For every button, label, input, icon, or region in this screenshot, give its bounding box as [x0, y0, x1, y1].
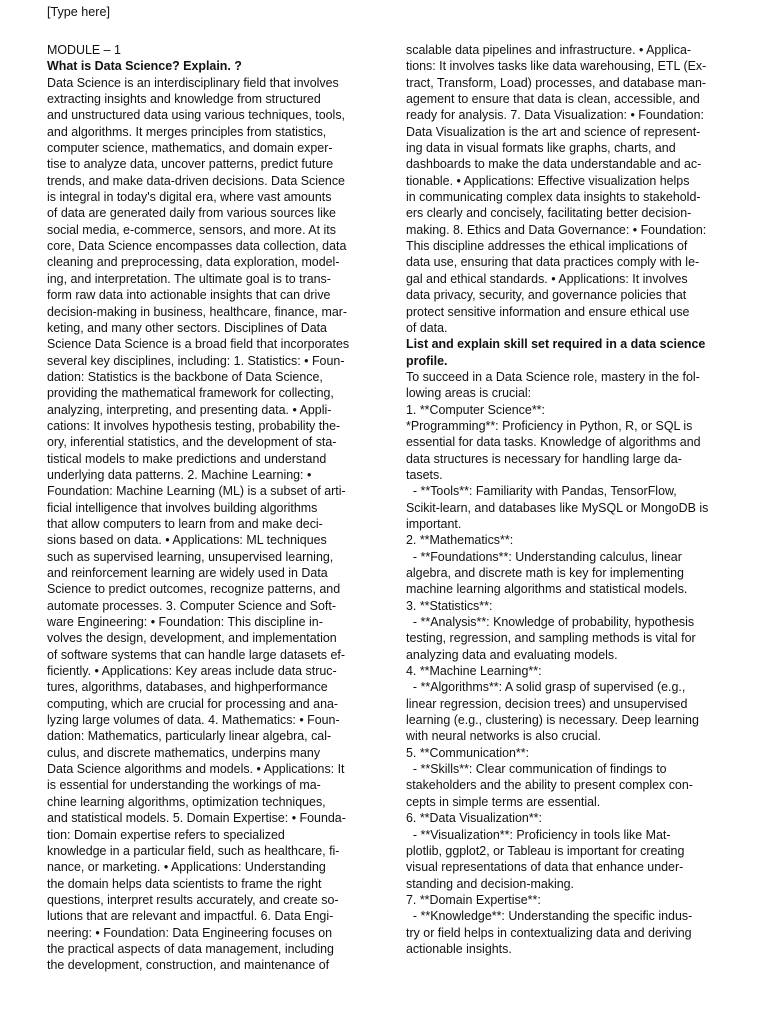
body-text-line: - **Foundations**: Understanding calculus, linear	[406, 549, 682, 564]
body-text-line: lyzing large volumes of data. 4. Mathematics: • Foun-	[47, 713, 340, 728]
body-text-line: machine learning algorithms and statistical models.	[406, 582, 688, 597]
body-text-line: tasets.	[406, 467, 443, 482]
body-text-line: lutions that are relevant and impactful. 6. Data Engi-	[47, 909, 334, 924]
body-text-line: in communicating complex data insights to stakehold-	[406, 190, 701, 205]
body-text-line: data privacy, security, and governance policies that	[406, 288, 687, 303]
body-text-line: nance, or marketing. • Applications: Understanding	[47, 860, 326, 875]
body-text-line: essential for data tasks. Knowledge of algorithms and	[406, 435, 701, 450]
body-text-line: dation: Statistics is the backbone of Data Science,	[47, 369, 323, 384]
body-text-line: standing and decision-making.	[406, 876, 575, 891]
body-text-line: agement to ensure that data is clean, accessible, and	[406, 92, 700, 107]
body-text-line: and reinforcement learning are widely used in Data	[47, 566, 328, 580]
body-text-line: dashboards to make the data understandable and ac-	[406, 157, 702, 172]
body-text-line: analyzing data and evaluating models.	[406, 647, 618, 662]
body-text-line: social media, e-commerce, sensors, and more. At its	[47, 222, 336, 237]
body-text-line: culus, and discrete mathematics, underpins many	[47, 745, 321, 760]
body-text-line: providing the mathematical framework for collecting,	[47, 386, 334, 401]
section-heading-line: List and explain skill set required in a data science	[406, 337, 706, 352]
body-text-line: computer science, mathematics, and domain exper-	[47, 141, 333, 156]
body-text-line: ing data in visual formats like graphs, charts, and	[406, 141, 676, 156]
body-text-line: of data are generated daily from various sources like	[47, 206, 336, 221]
body-text-line: - **Analysis**: Knowledge of probability, hypothesis	[406, 615, 695, 630]
body-text-line: data use, ensuring that data practices comply with le-	[406, 255, 700, 270]
body-text-line: testing, regression, and sampling methods is vital for	[406, 631, 696, 646]
body-text-line: 5. **Communication**:	[406, 745, 530, 760]
body-text-line: ware Engineering: • Foundation: This discipline in-	[47, 615, 323, 630]
body-text-line: ing, and interpretation. The ultimate goal is to trans-	[47, 271, 331, 286]
body-text-line: ory, inferential statistics, and the development of sta-	[47, 435, 337, 450]
body-text-line: 7. **Domain Expertise**:	[406, 892, 541, 907]
body-text-line: and unstructured data using various techniques, tools,	[47, 108, 345, 123]
body-text-line: and statistical models. 5. Domain Expertise: • Founda-	[47, 811, 346, 826]
body-text-line: form raw data into actionable insights that can drive	[47, 288, 331, 303]
body-text-line: 2. **Mathematics**:	[406, 533, 514, 548]
body-text-line: of software systems that can handle large datasets ef-	[47, 647, 345, 662]
body-text-line: automate processes. 3. Computer Science and Soft-	[47, 598, 336, 613]
body-text-line: try or field helps in contextualizing data and deriving	[406, 925, 692, 940]
body-text-line: protect sensitive information and ensure ethical use	[406, 304, 690, 319]
body-text-line: analyzing, interpreting, and presenting data. • Appli-	[47, 402, 332, 417]
body-text-line: making. 8. Ethics and Data Governance: • Foundation:	[406, 222, 707, 237]
body-text-line: Scikit-learn, and databases like MySQL or MongoDB is	[406, 500, 709, 515]
body-text-line: 6. **Data Visualization**:	[406, 811, 542, 826]
body-text-line: learning (e.g., clustering) is necessary. Deep learning	[406, 713, 699, 728]
left-text-column	[47, 42, 365, 974]
body-text-line: Data Visualization is the art and science of represent-	[406, 124, 701, 139]
body-text-line: stakeholders and the ability to present complex con-	[406, 778, 693, 793]
body-text-line: algebra, and discrete math is key for implementing	[406, 566, 684, 580]
body-text-line: Science to predict outcomes, recognize patterns, and	[47, 582, 341, 597]
body-text-line: knowledge in a particular field, such as healthcare, fi-	[47, 843, 340, 858]
body-text-line: the practical aspects of data management, including	[47, 941, 334, 956]
body-text-line: tures, algorithms, databases, and highperformance	[47, 680, 328, 695]
body-text-line: several key disciplines, including: 1. Statistics: • Foun-	[47, 353, 345, 368]
body-text-line: questions, interpret results accurately, and create so-	[47, 892, 339, 907]
body-text-line: chine learning algorithms, optimization techniques,	[47, 794, 326, 809]
body-text-line: neering: • Foundation: Data Engineering focuses on	[47, 925, 333, 940]
body-text-line: Foundation: Machine Learning (ML) is a subset of arti-	[47, 484, 346, 499]
body-text-line: is essential for understanding the workings of ma-	[47, 778, 321, 793]
body-text-line: the domain helps data scientists to frame the right	[47, 876, 322, 891]
body-text-line: visual representations of data that enhance under-	[406, 860, 684, 875]
body-text-line: tract, Transform, Load) processes, and database man-	[406, 75, 707, 90]
body-text-line: tion: Domain expertise refers to specialized	[47, 827, 285, 842]
body-text-line: cleaning and preprocessing, data exploration, model-	[47, 255, 340, 270]
body-text-line: ficial intelligence that involves building algorithms	[47, 500, 318, 515]
body-text-line: cepts in simple terms are essential.	[406, 794, 601, 809]
body-text-line: sions based on data. • Applications: ML techniques	[47, 533, 327, 548]
body-text-line: and algorithms. It merges principles from statistics,	[47, 124, 327, 139]
body-text-line: - **Skills**: Clear communication of findings to	[406, 762, 667, 777]
body-text-line: 4. **Machine Learning**:	[406, 664, 542, 679]
body-text-line: keting, and many other sectors. Disciplines of Data	[47, 320, 327, 335]
body-text-line: - **Visualization**: Proficiency in tools like Mat-	[406, 827, 671, 842]
body-text-line: Data Science is an interdisciplinary field that involves	[47, 75, 339, 90]
body-text-line: computing, which are crucial for processing and ana-	[47, 696, 339, 711]
body-text-line: Data Science algorithms and models. • Applications: It	[47, 762, 345, 777]
body-text-line: is integral in today's digital era, where vast amounts	[47, 190, 332, 205]
body-text-line: This discipline addresses the ethical implications of	[406, 239, 688, 254]
body-text-line: tistical models to make predictions and understand	[47, 451, 327, 466]
body-text-line: important.	[406, 516, 462, 531]
body-text-line: such as supervised learning, unsupervised learning,	[47, 549, 334, 564]
right-text-column	[406, 42, 720, 957]
body-text-line: tise to analyze data, uncover patterns, predict future	[47, 157, 334, 172]
section-heading-line: What is Data Science? Explain. ?	[47, 59, 242, 74]
body-text-line: tionable. • Applications: Effective visualization helps	[406, 173, 690, 188]
body-text-line: decision-making in business, healthcare, finance, mar-	[47, 304, 348, 319]
body-text-line: ficiently. • Applications: Key areas include data struc-	[47, 664, 337, 679]
body-text-line: scalable data pipelines and infrastructure. • Applica-	[406, 43, 692, 57]
body-text-line: - **Tools**: Familiarity with Pandas, TensorFlow,	[406, 484, 677, 499]
body-text-line: tions: It involves tasks like data warehousing, ETL (Ex-	[406, 59, 707, 74]
body-text-line: *Programming**: Proficiency in Python, R, or SQL is	[406, 418, 693, 433]
body-text-line: dation: Mathematics, particularly linear algebra, cal-	[47, 729, 332, 744]
body-text-line: trends, and make data-driven decisions. Data Science	[47, 173, 345, 188]
body-text-line: Science Data Science is a broad field that incorporates	[47, 337, 350, 352]
body-text-line: gal and ethical standards. • Applications: It involves	[406, 271, 688, 286]
body-text-line: MODULE – 1	[47, 43, 121, 57]
body-text-line: core, Data Science encompasses data collection, data	[47, 239, 347, 254]
body-text-line: that allow computers to learn from and make deci-	[47, 516, 323, 531]
body-text-line: 3. **Statistics**:	[406, 598, 493, 613]
body-text-line: - **Knowledge**: Understanding the specific indus-	[406, 909, 693, 924]
body-text-line: To succeed in a Data Science role, mastery in the fol-	[406, 369, 700, 384]
body-text-line: underlying data patterns. 2. Machine Learning: •	[47, 467, 312, 482]
body-text-line: 1. **Computer Science**:	[406, 402, 545, 417]
body-text-line: data structures is necessary for handling large da-	[406, 451, 682, 466]
body-text-line: linear regression, decision trees) and unsupervised	[406, 696, 688, 711]
body-text-line: volves the design, development, and implementation	[47, 631, 337, 646]
page-header-placeholder: [Type here]	[47, 5, 111, 19]
section-heading-line: profile.	[406, 353, 448, 368]
body-text-line: plotlib, ggplot2, or Tableau is important for creating	[406, 843, 685, 858]
body-text-line: actionable insights.	[406, 941, 512, 956]
body-text-line: lowing areas is crucial:	[406, 386, 532, 401]
body-text-line: cations: It involves hypothesis testing, probability the-	[47, 418, 341, 433]
body-text-line: extracting insights and knowledge from structured	[47, 92, 321, 107]
body-text-line: the development, construction, and maintenance of	[47, 958, 330, 973]
body-text-line: - **Algorithms**: A solid grasp of supervised (e.g.,	[406, 680, 686, 695]
body-text-line: ers clearly and concisely, facilitating better decision-	[406, 206, 692, 221]
body-text-line: of data.	[406, 320, 448, 335]
body-text-line: with neural networks is also crucial.	[406, 729, 601, 744]
body-text-line: ready for analysis. 7. Data Visualization: • Foundation:	[406, 108, 704, 123]
